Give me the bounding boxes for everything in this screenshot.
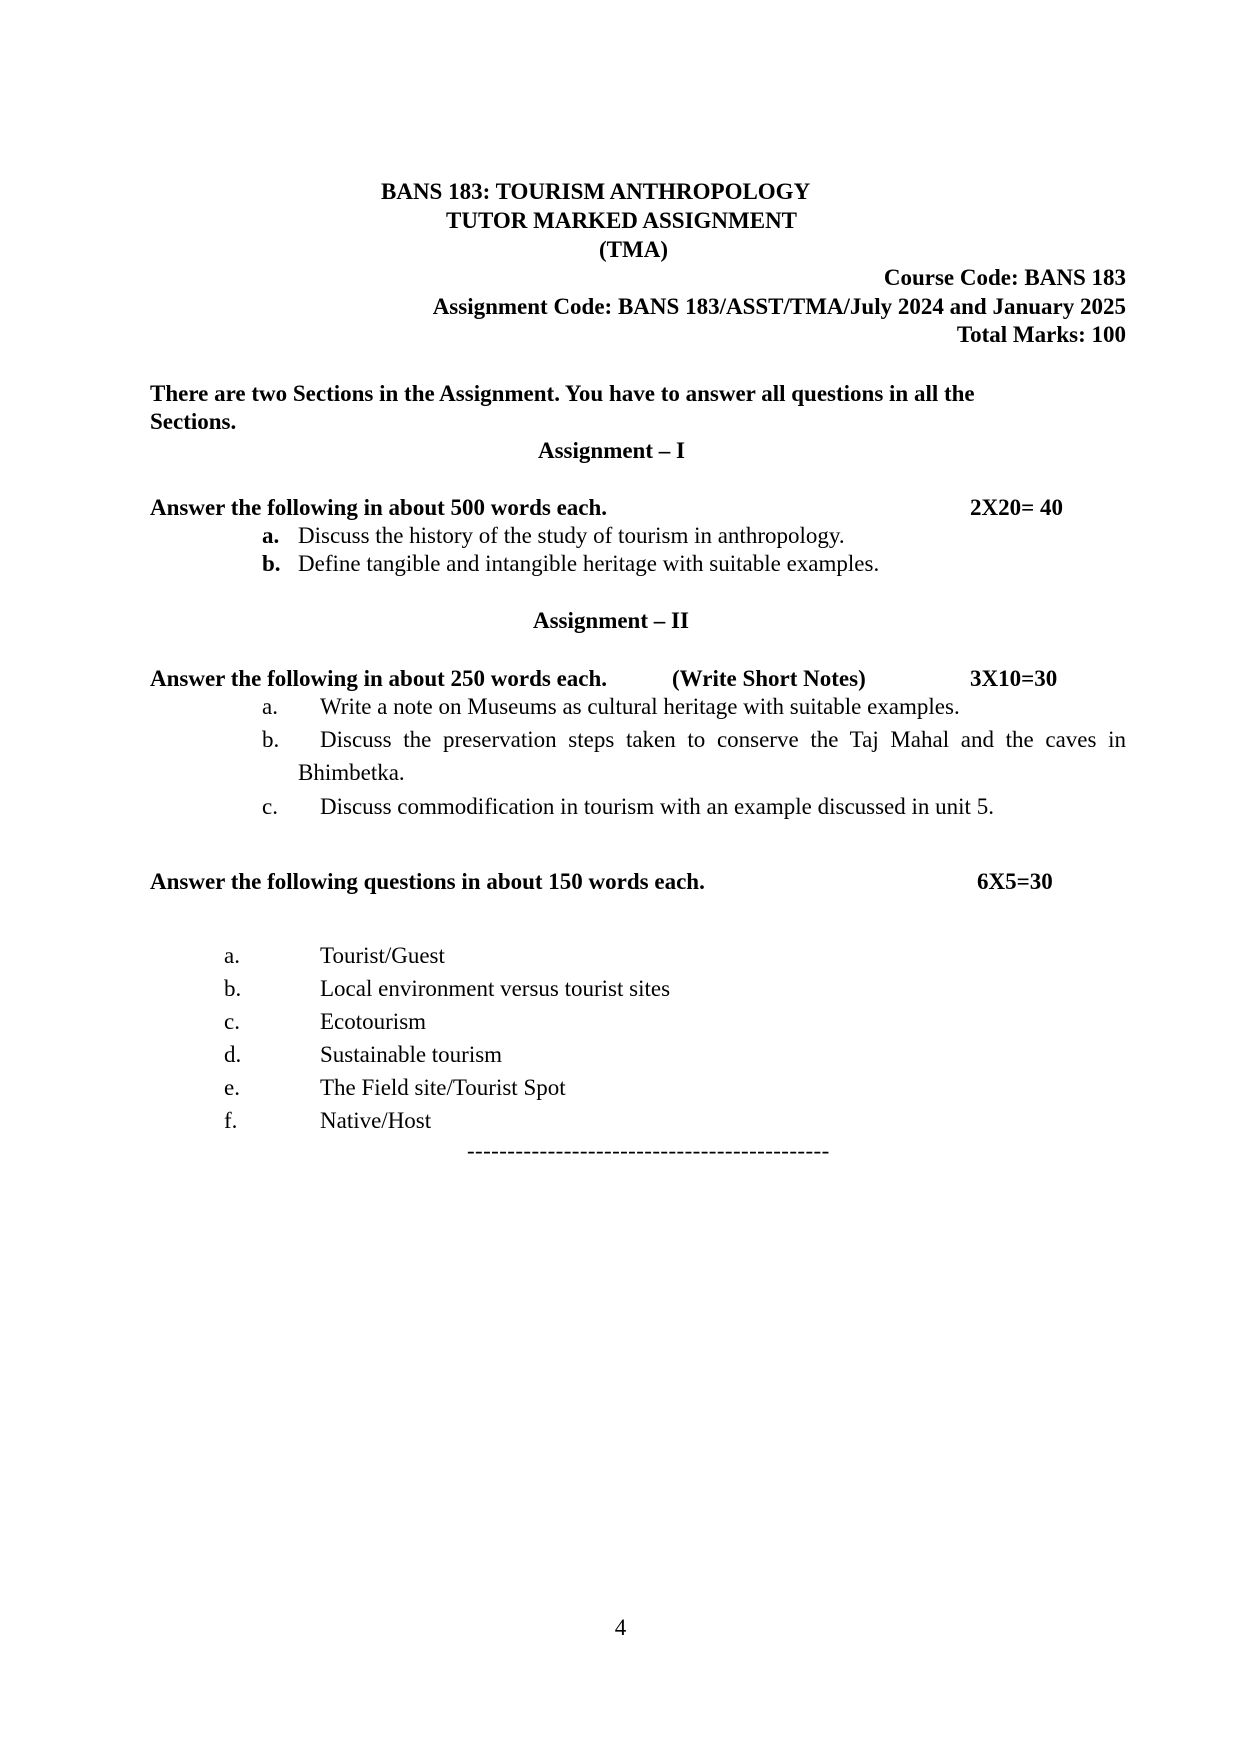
section-3-item-b-label: b. xyxy=(224,976,242,1001)
intro-line-1: There are two Sections in the Assignment. You have to answer all questions in all the xyxy=(150,381,975,406)
section-2-item-c-text: Discuss commodification in tourism with an example discussed in unit 5. xyxy=(320,794,994,819)
section-2-instruction: Answer the following in about 250 words each. xyxy=(150,666,608,691)
section-3-item-e-label: e. xyxy=(224,1075,240,1100)
assignment-type: TUTOR MARKED ASSIGNMENT xyxy=(446,208,798,233)
section-3-item-f-text: Native/Host xyxy=(320,1108,432,1133)
assignment-code: Assignment Code: BANS 183/ASST/TMA/July 2024 and January 2025 xyxy=(432,294,1126,319)
section-1-instruction: Answer the following in about 500 words each. xyxy=(150,495,608,520)
section-1-heading: Assignment – I xyxy=(538,438,685,463)
section-1-item-a-label: a. xyxy=(262,523,280,548)
section-3-item-a-label: a. xyxy=(224,943,240,968)
section-3-marks: 6X5=30 xyxy=(977,869,1053,894)
section-1-item-b-label: b. xyxy=(262,551,281,576)
section-3-item-a-text: Tourist/Guest xyxy=(320,943,445,968)
section-1-item-b-text: Define tangible and intangible heritage with suitable examples. xyxy=(298,551,880,576)
section-3-item-d-label: d. xyxy=(224,1042,242,1067)
section-3-item-d-text: Sustainable tourism xyxy=(320,1042,503,1067)
section-2-note: (Write Short Notes) xyxy=(672,666,866,691)
section-3-item-b-text: Local environment versus tourist sites xyxy=(320,976,671,1001)
section-2-item-b-label: b. xyxy=(262,727,280,752)
section-1-marks: 2X20= 40 xyxy=(970,495,1063,520)
end-divider: --------------------------------------------- xyxy=(467,1138,830,1163)
page-number: 4 xyxy=(614,1615,627,1640)
section-3-item-f-label: f. xyxy=(224,1108,238,1133)
section-2-heading: Assignment – II xyxy=(533,608,689,633)
section-2-item-a-text: Write a note on Museums as cultural heritage with suitable examples. xyxy=(320,694,960,719)
course-code: Course Code: BANS 183 xyxy=(883,265,1126,290)
course-title: BANS 183: TOURISM ANTHROPOLOGY xyxy=(381,179,811,204)
section-2-item-b-text-cont: Bhimbetka. xyxy=(298,760,405,785)
section-2-item-a-label: a. xyxy=(262,694,278,719)
section-2-marks: 3X10=30 xyxy=(970,666,1058,691)
section-3-instruction: Answer the following questions in about 150 words each. xyxy=(150,869,705,894)
section-2-item-c-label: c. xyxy=(262,794,278,819)
section-3-item-c-label: c. xyxy=(224,1009,240,1034)
section-1-item-a-text: Discuss the history of the study of tourism in anthropology. xyxy=(298,523,845,548)
total-marks: Total Marks: 100 xyxy=(956,322,1126,347)
section-3-item-c-text: Ecotourism xyxy=(320,1009,427,1034)
section-2-item-b-text: Discuss the preservation steps taken to conserve the Taj Mahal and the caves in xyxy=(320,727,1126,752)
section-3-item-e-text: The Field site/Tourist Spot xyxy=(320,1075,566,1100)
assignment-abbr: (TMA) xyxy=(599,237,668,262)
intro-line-2: Sections. xyxy=(150,409,237,434)
